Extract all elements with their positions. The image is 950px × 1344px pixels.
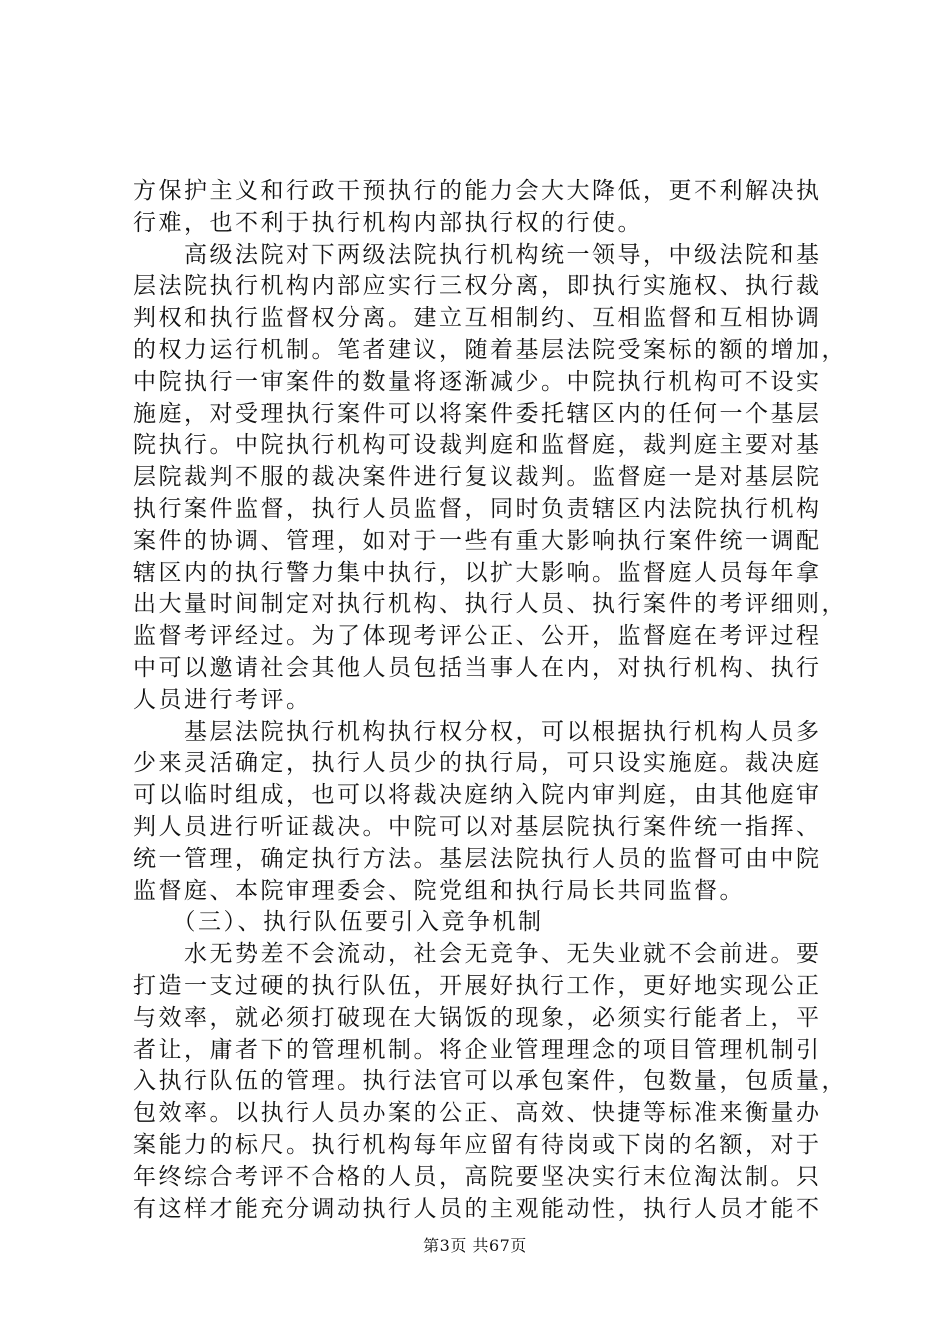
text-line: 少来灵活确定，执行人员少的执行局，可只设实施庭。裁决庭 — [133, 750, 822, 777]
text-line: 行难，也不利于执行机构内部执行权的行使。 — [133, 209, 643, 236]
text-line: 监督考评经过。为了体现考评公正、公开，监督庭在考评过程 — [133, 623, 822, 650]
text-line: 水无势差不会流动，社会无竞争、无失业就不会前进。要 — [133, 941, 822, 968]
text-line: 院执行。中院执行机构可设裁判庭和监督庭，裁判庭主要对基 — [133, 432, 822, 459]
text-line: 执行案件监督，执行人员监督，同时负责辖区内法院执行机构 — [133, 495, 822, 522]
text-line: 统一管理，确定执行方法。基层法院执行人员的监督可由中院 — [133, 845, 822, 872]
text-line: 高级法院对下两级法院执行机构统一领导，中级法院和基 — [133, 241, 822, 268]
text-line: 层法院执行机构内部应实行三权分离，即执行实施权、执行裁 — [133, 273, 822, 300]
text-line: 判权和执行监督权分离。建立互相制约、互相监督和互相协调 — [133, 305, 822, 332]
text-line: 监督庭、本院审理委会、院党组和执行局长共同监督。 — [133, 877, 745, 904]
text-line: 基层法院执行机构执行权分权，可以根据执行机构人员多 — [133, 718, 822, 745]
text-line: 年终综合考评不合格的人员，高院要坚决实行末位淘汰制。只 — [133, 1163, 822, 1190]
text-line: 人员进行考评。 — [133, 686, 312, 713]
text-line: 者让，庸者下的管理机制。将企业管理理念的项目管理机制引 — [133, 1036, 822, 1063]
text-line: 出大量时间制定对执行机构、执行人员、执行案件的考评细则， — [133, 591, 847, 618]
page-footer: 第3页 共67页 — [423, 1236, 527, 1255]
text-line: 中院执行一审案件的数量将逐渐减少。中院执行机构可不设实 — [133, 368, 822, 395]
text-line: 入执行队伍的管理。执行法官可以承包案件，包数量，包质量， — [133, 1068, 847, 1095]
body-text — [133, 176, 847, 1225]
text-line: 层院裁判不服的裁决案件进行复议裁判。监督庭一是对基层院 — [133, 464, 822, 491]
text-line: 包效率。以执行人员办案的公正、高效、快捷等标准来衡量办 — [133, 1100, 822, 1127]
text-line: 中可以邀请社会其他人员包括当事人在内，对执行机构、执行 — [133, 654, 822, 681]
text-line: 施庭，对受理执行案件可以将案件委托辖区内的任何一个基层 — [133, 400, 822, 427]
section-heading: （三）、执行队伍要引入竞争机制 — [133, 909, 544, 936]
text-line: 方保护主义和行政干预执行的能力会大大降低，更不利解决执 — [133, 178, 822, 204]
text-line: 的权力运行机制。笔者建议，随着基层法院受案标的额的增加， — [133, 336, 847, 363]
text-line: 案件的协调、管理，如对于一些有重大影响执行案件统一调配 — [133, 527, 822, 554]
text-line: 辖区内的执行警力集中执行，以扩大影响。监督庭人员每年拿 — [133, 559, 822, 586]
text-line: 与效率，就必须打破现在大锅饭的现象，必须实行能者上，平 — [133, 1004, 822, 1031]
text-line: 判人员进行听证裁决。中院可以对基层院执行案件统一指挥、 — [133, 813, 822, 840]
text-line: 有这样才能充分调动执行人员的主观能动性，执行人员才能不 — [133, 1195, 822, 1222]
text-line: 案能力的标尺。执行机构每年应留有待岗或下岗的名额，对于 — [133, 1131, 822, 1158]
text-line: 可以临时组成，也可以将裁决庭纳入院内审判庭，由其他庭审 — [133, 782, 822, 809]
text-line: 打造一支过硬的执行队伍，开展好执行工作，更好地实现公正 — [133, 972, 822, 999]
